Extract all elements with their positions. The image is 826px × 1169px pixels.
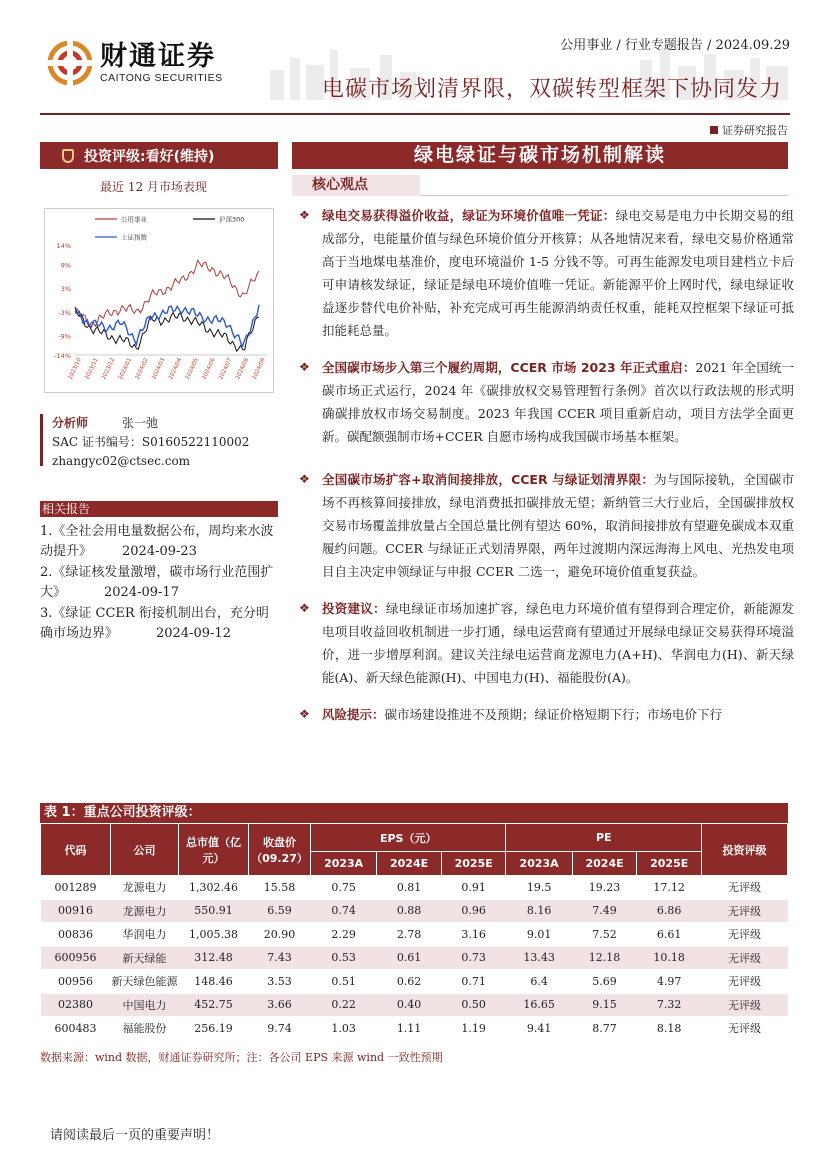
table-cell: 9.41 [506,1017,572,1041]
x-tick-label: 2024/03 [151,357,167,381]
x-tick-label: 2024/09 [251,357,267,381]
y-tick-label: 3% [60,285,71,294]
core-view-body: 2021 年全国统一碳市场正式运行，2024 年《碳排放权交易管理暂行条例》首次以行政法规的形式明确碳排放权市场交易制度。2023 年我国 CCER 项目重新启动，项目方法学全面更新。碳配额强制市场+CCER 自愿市场构成我国碳市场基本框架。 [322,360,794,444]
table-cell: 00836 [41,923,111,947]
legend-label: 沪深300 [219,215,245,224]
table-cell: 17.12 [637,876,702,900]
table-cell: 0.81 [377,876,442,900]
table-cell: 550.91 [179,899,249,923]
table-cell: 8.18 [637,1017,702,1041]
table-cell: 7.43 [249,946,311,970]
core-views-divider [420,195,788,196]
core-view-heading: 投资建议： [322,601,386,616]
related-report-date: 2024-09-23 [122,543,197,559]
x-tick-label: 2024/07 [218,357,234,381]
table-cell: 00956 [41,970,111,994]
core-view-item [296,356,794,448]
col-header-year: 2025E [441,852,506,876]
table-row [41,970,788,994]
table-cell: 0.71 [441,970,506,994]
analyst-label: 分析师 [52,416,89,430]
table-cell: 0.74 [311,899,377,923]
table-cell: 0.51 [311,970,377,994]
table-cell: 无评级 [702,946,788,970]
table-cell: 12.18 [572,946,637,970]
sac-label: SAC 证书编号： [52,435,142,449]
table-title: 表 1：重点公司投资评级： [40,803,788,823]
x-tick-label: 2023/10 [67,357,83,381]
table-cell: 新天绿能 [111,946,179,970]
x-tick-label: 2023/11 [84,357,100,381]
table-row [41,946,788,970]
table-cell: 0.22 [311,993,377,1017]
diamond-bullet-icon: ❖ [299,360,310,374]
disclaimer-footer: 请阅读最后一页的重要声明！ [50,1128,220,1143]
analyst-accent-bar [40,414,43,466]
table-cell: 452.75 [179,993,249,1017]
core-view-body: 绿电交易是电力中长期交易的组成部分，电能量价值与绿色环境价值分开核算；从各地情况来看，绿电交易价格通常高于当地煤电基准价，度电环境溢价 1-5 分钱不等。可再生能源发电项目建档立卡后可申请核发绿证，绿证是绿电环境价值唯一凭证。新能源平价上网时代，绿电绿证收益逐步替代电价补贴，补充完成可再生能源消纳责任权重，能耗双控框架下绿证可抵扣能耗总量。 [322,208,794,338]
table-cell: 9.01 [506,923,572,947]
core-view-item [296,597,794,689]
analyst-email[interactable]: zhangyc02@ctsec.com [52,454,191,468]
market-performance-label: 最近 12 月市场表现 [100,180,207,194]
core-view-body: 为与国际接轨，全国碳市场不再核算间接排放，绿电消费抵扣碳排放无望；新纳管三大行业后，全国碳排放权交易市场覆盖排放量占全国总量比例有望达 60%，取消间接排放有望避免碳成本双重履约问题。CCER 与绿证正式划清界限，两年过渡期内深远海海上风电、光热发电项目自主决定申领绿证与申报 CCER 二选一，避免环境价值重复获益。 [322,472,794,579]
core-views-list [296,204,794,740]
table-row [41,876,788,900]
report-type-label: 证券研究报告 [722,124,788,137]
series-line-3 [75,305,259,346]
col-header-year: 2023A [506,852,572,876]
table-cell: 148.46 [179,970,249,994]
legend-label: 公用事业 [121,215,147,224]
table-cell: 龙源电力 [111,876,179,900]
table-cell: 600956 [41,946,111,970]
table-cell: 华润电力 [111,923,179,947]
table-cell: 7.49 [572,899,637,923]
table-source-note: 数据来源：wind 数据，财通证券研究所；注：各公司 EPS 来源 wind 一致性预期 [40,1051,443,1064]
core-view-heading: 全国碳市场扩容+取消间接排放，CCER 与绿证划清界限： [322,472,655,487]
report-type [710,122,788,138]
table-cell: 0.61 [377,946,442,970]
table-cell: 无评级 [702,993,788,1017]
market-performance-chart [44,208,274,393]
table-cell: 0.96 [441,899,506,923]
related-report-date: 2024-09-12 [156,625,231,641]
table-cell: 256.19 [179,1017,249,1041]
diamond-bullet-icon: ❖ [299,472,310,486]
table-cell: 无评级 [702,899,788,923]
core-view-heading: 绿电交易获得溢价收益，绿证为环境价值唯一凭证： [322,208,616,223]
table-cell: 无评级 [702,876,788,900]
table-cell: 9.15 [572,993,637,1017]
core-views-label: 核心观点 [292,175,420,196]
table-cell: 0.88 [377,899,442,923]
table-cell: 10.18 [637,946,702,970]
x-tick-label: 2024/05 [184,357,200,381]
table-cell: 1,302.46 [179,876,249,900]
core-view-heading: 风险提示： [322,707,385,722]
sac-number: S0160522110002 [141,435,250,449]
diamond-bullet-icon: ❖ [299,208,310,222]
core-view-item [296,703,794,726]
col-header-pe: PE [506,824,702,852]
table-cell: 新天绿色能源 [111,970,179,994]
x-tick-label: 2024/02 [134,357,150,381]
table-cell: 600483 [41,1017,111,1041]
col-header-market-cap: 总市值（亿元） [179,824,249,876]
related-report-title: 3.《绿证 CCER 衔接机制出台，充分明确市场边界》 [40,606,269,641]
table-cell: 3.16 [441,923,506,947]
table-row [41,899,788,923]
y-tick-label: -14% [54,352,71,360]
table-cell: 7.32 [637,993,702,1017]
col-header-rating: 投资评级 [702,824,788,876]
table-cell: 0.91 [441,876,506,900]
shield-icon [62,149,74,163]
col-header-company: 公司 [111,824,179,876]
related-report-item[interactable] [40,604,280,643]
table-cell: 3.66 [249,993,311,1017]
square-icon [710,126,718,134]
x-tick-label: 2024/06 [201,357,217,381]
table-cell: 0.75 [311,876,377,900]
brand-name-cn: 财通证券 [100,41,216,72]
table-row [41,1017,788,1041]
diamond-bullet-icon: ❖ [299,707,310,721]
key-companies-table [40,823,788,1041]
table-cell: 20.90 [249,923,311,947]
table-cell: 13.43 [506,946,572,970]
table-cell: 0.62 [377,970,442,994]
y-tick-label: -3% [58,308,71,317]
core-view-heading: 全国碳市场步入第三个履约周期，CCER 市场 2023 年正式重启： [322,360,696,375]
table-cell: 无评级 [702,923,788,947]
table-cell: 2.78 [377,923,442,947]
table-cell: 8.77 [572,1017,637,1041]
table-cell: 6.4 [506,970,572,994]
x-tick-label: 2024/01 [117,357,133,381]
table-cell: 6.61 [637,923,702,947]
performance-chart-svg [45,209,275,394]
report-header [0,0,826,137]
brand-name-en: CAITONG SECURITIES [100,72,223,84]
table-cell: 1,005.38 [179,923,249,947]
legend-label: 上证指数 [121,233,147,242]
report-meta: 公用事业 / 行业专题报告 / 2024.09.29 [560,38,790,53]
table-cell: 0.40 [377,993,442,1017]
table-cell: 1.19 [441,1017,506,1041]
table-cell: 1.11 [377,1017,442,1041]
related-reports-title: 相关报告 [40,501,278,517]
table-cell: 中国电力 [111,993,179,1017]
table-cell: 001289 [41,876,111,900]
col-header-year: 2025E [637,852,702,876]
col-header-eps: EPS（元） [311,824,506,852]
table-cell: 6.86 [637,899,702,923]
col-header-code: 代码 [41,824,111,876]
x-tick-label: 2024/04 [168,357,184,381]
y-tick-label: 9% [60,261,71,270]
y-tick-label: 14% [56,242,71,250]
table-body [41,876,788,1041]
col-header-year: 2024E [377,852,442,876]
y-tick-label: -9% [58,332,71,341]
table-cell: 8.16 [506,899,572,923]
analyst-name: 张一弛 [122,416,159,430]
table-cell: 无评级 [702,970,788,994]
report-headline: 电碳市场划清界限，双碳转型框架下协同发力 [321,77,782,102]
table-cell: 312.48 [179,946,249,970]
rating-text: 投资评级:看好(维持) [84,148,215,165]
table-cell: 福能股份 [111,1017,179,1041]
table-cell: 3.53 [249,970,311,994]
caitong-logo-icon [48,41,92,85]
table-cell: 19.5 [506,876,572,900]
related-reports-list [40,522,280,645]
col-header-year: 2024E [572,852,637,876]
table-cell: 0.53 [311,946,377,970]
table-cell: 5.69 [572,970,637,994]
table-row [41,923,788,947]
related-report-title: 1.《全社会用电量数据公布，周均来水波动提升》 [40,524,274,559]
table-cell: 7.52 [572,923,637,947]
table-cell: 4.97 [637,970,702,994]
core-view-item [296,204,794,342]
table-row [41,993,788,1017]
header-divider [40,113,790,115]
analyst-info [52,414,249,471]
table-cell: 2.29 [311,923,377,947]
diamond-bullet-icon: ❖ [299,601,310,615]
series-line-1 [75,260,259,326]
main-title: 绿电绿证与碳市场机制解读 [292,142,788,169]
investment-rating [40,142,278,169]
related-report-title: 2.《绿证核发量激增，碳市场行业范围扩大》 [40,565,274,600]
table-cell: 龙源电力 [111,899,179,923]
table-cell: 15.58 [249,876,311,900]
table-cell: 16.65 [506,993,572,1017]
core-view-body: 绿电绿证市场加速扩容，绿色电力环境价值有望得到合理定价，新能源发电项目收益回收机制进一步打通，绿电运营商有望通过开展绿电绿证交易获得环境溢价，进一步增厚利润。建议关注绿电运营商龙源电力(A+H)、华润电力(H)、新天绿能(A)、新天绿色能源(H)、中国电力(H)、福能股份(A)。 [322,601,794,685]
related-report-item[interactable] [40,563,280,602]
table-cell: 19.23 [572,876,637,900]
core-view-item [296,468,794,583]
table-cell: 00916 [41,899,111,923]
col-header-year: 2023A [311,852,377,876]
table-cell: 1.03 [311,1017,377,1041]
core-view-body: 碳市场建设推进不及预期；绿证价格短期下行；市场电价下行 [384,707,723,722]
table-cell: 6.59 [249,899,311,923]
x-tick-label: 2023/12 [101,357,117,381]
col-header-close-price: 收盘价（09.27） [249,824,311,876]
table-cell: 02380 [41,993,111,1017]
brand-logo [48,38,258,88]
table-cell: 无评级 [702,1017,788,1041]
x-tick-label: 2024/08 [234,357,251,381]
table-cell: 9.74 [249,1017,311,1041]
table-cell: 0.73 [441,946,506,970]
related-report-item[interactable] [40,522,280,561]
table-cell: 0.50 [441,993,506,1017]
related-report-date: 2024-09-17 [104,584,179,600]
